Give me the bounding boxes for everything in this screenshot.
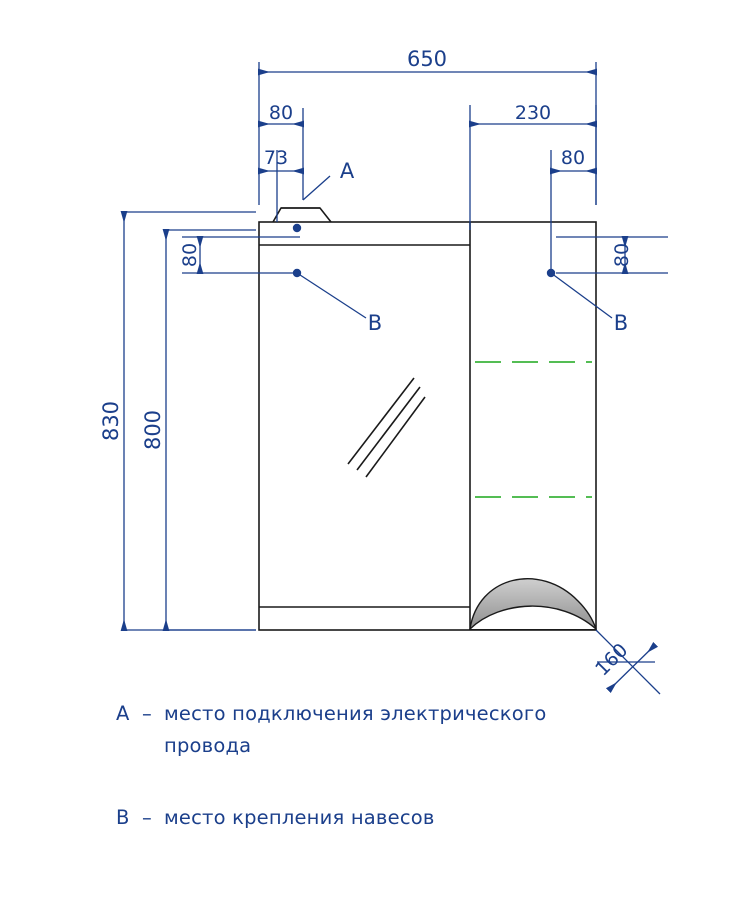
legend-item-a <box>116 698 676 730</box>
dim-right-group-230: 230 <box>514 102 552 124</box>
dim-total-height: 830 <box>99 400 123 442</box>
legend-key-a: A <box>116 702 130 725</box>
legend-text-b-line1: место крепления навесов <box>164 806 435 829</box>
legend-key-b: B <box>116 806 130 829</box>
dim-left-offset-80: 80 <box>268 102 294 124</box>
callout-leaders <box>297 176 612 318</box>
legend-item-b <box>116 802 676 834</box>
dimension-lines <box>124 62 668 694</box>
point-b-right-marker <box>547 269 555 277</box>
callout-a-label: A <box>339 159 355 183</box>
dim-right-vertical-80: 80 <box>611 242 633 268</box>
legend-text-a-line2: провода <box>164 734 252 757</box>
dim-right-offset-80: 80 <box>560 147 586 169</box>
legend-dash-b: – <box>142 806 152 829</box>
legend-text-a-line1: место подключения электрического <box>164 702 547 725</box>
callout-b-left-label: B <box>367 311 383 335</box>
point-a-marker <box>293 224 301 232</box>
cabinet-outline <box>259 208 596 630</box>
shelf-dashed-lines <box>475 362 592 497</box>
legend-dash-a: – <box>142 702 152 725</box>
mirror-reflection-lines <box>348 378 425 477</box>
dim-left-vertical-80: 80 <box>179 242 201 268</box>
mount-point-markers <box>293 224 555 277</box>
dim-depth: 160 <box>591 639 633 681</box>
basin-shape <box>470 579 596 629</box>
point-b-left-marker <box>293 269 301 277</box>
dim-overall-width: 650 <box>406 47 448 71</box>
dim-body-height: 800 <box>141 409 165 451</box>
dim-left-offset-73: 73 <box>263 147 289 169</box>
callout-b-right-label: B <box>613 311 629 335</box>
legend <box>116 698 676 834</box>
